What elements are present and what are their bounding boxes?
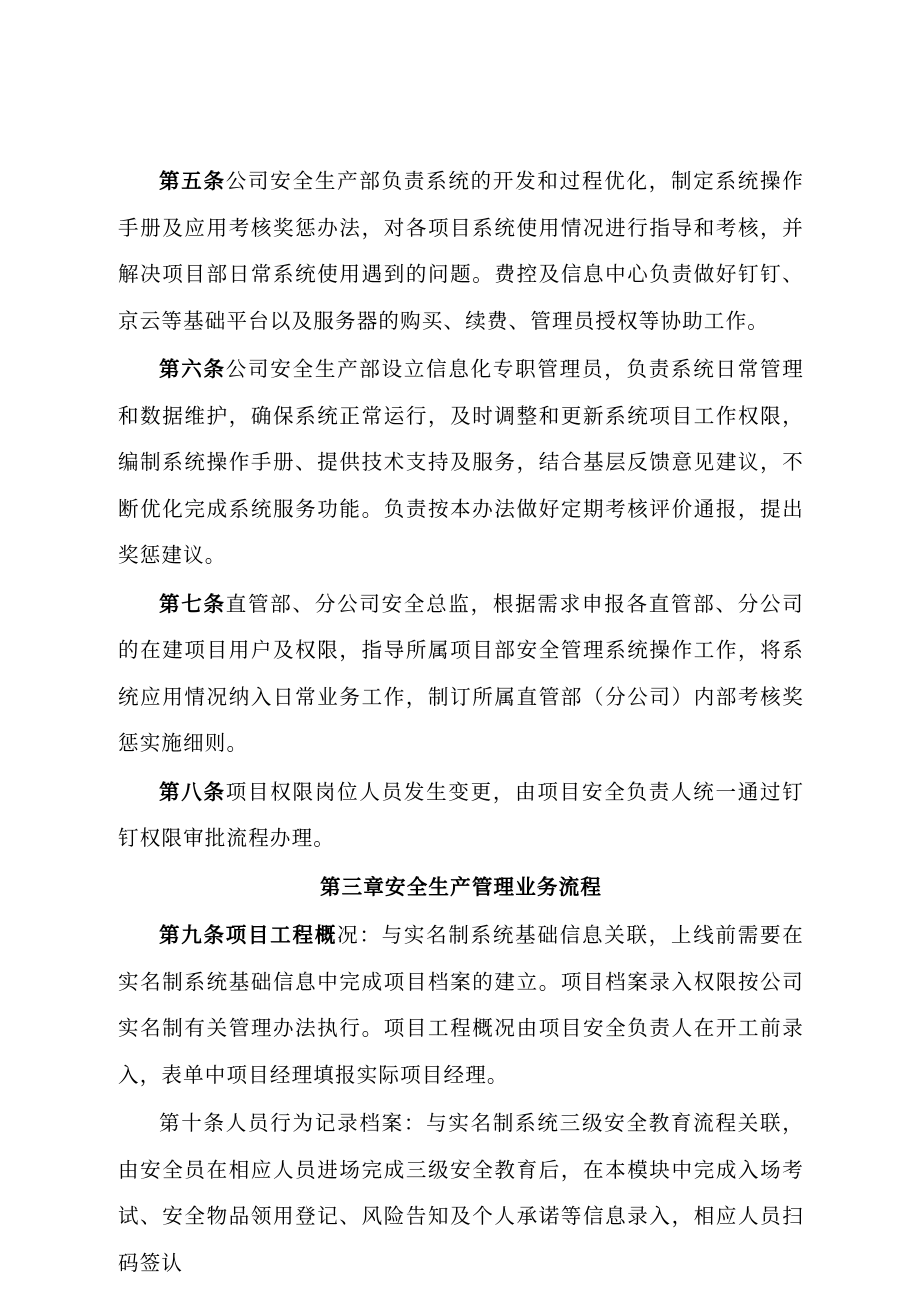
article-5-lead: 第五条 — [159, 169, 226, 193]
article-9-text: 况：与实名制系统基础信息关联，上线前需要在实名制系统基础信息中完成项目档案的建立。项目档案录入权限按公司实名制有关管理办法执行。项目工程概况由项目安全负责人在开工前录入，表单中项目经理填报实际项目经理。 — [118, 923, 804, 1087]
article-5-text: 公司安全生产部负责系统的开发和过程优化，制定系统操作手册及应用考核奖惩办法，对各项目系统使用情况进行指导和考核，并解决项目部日常系统使用遇到的问题。费控及信息中心负责做好钉钉、京云等基础平台以及服务器的购买、续费、管理员授权等协助工作。 — [118, 169, 804, 333]
article-8-lead: 第八条 — [159, 779, 226, 804]
article-7-text: 直管部、分公司安全总监，根据需求申报各直管部、分公司的在建项目用户及权限，指导所属项目部安全管理系统操作工作，将系统应用情况纳入日常业务工作，制订所属直管部（分公司）内部考核奖惩实施细则。 — [118, 591, 804, 755]
document-body — [118, 158, 804, 1288]
article-5 — [118, 158, 804, 344]
article-10 — [118, 1100, 804, 1286]
article-6-lead: 第六条 — [159, 357, 226, 381]
article-8 — [118, 769, 804, 862]
article-7-lead: 第七条 — [159, 591, 226, 616]
article-10-text: 第十条人员行为记录档案：与实名制系统三级安全教育流程关联，由安全员在相应人员进场完成三级安全教育后，在本模块中完成入场考试、安全物品领用登记、风险告知及个人承诺等信息录入，相应人员扫码签认 — [118, 1111, 804, 1275]
article-7 — [118, 581, 804, 767]
article-8-text: 项目权限岗位人员发生变更，由项目安全负责人统一通过钉钉权限审批流程办理。 — [118, 779, 804, 850]
article-6-text: 公司安全生产部设立信息化专职管理员，负责系统日常管理和数据维护，确保系统正常运行，及时调整和更新系统项目工作权限，编制系统操作手册、提供技术支持及服务，结合基层反馈意见建议，不断优化完成系统服务功能。负责按本办法做好定期考核评价通报，提出奖惩建议。 — [118, 357, 804, 567]
article-6 — [118, 346, 804, 579]
article-9 — [118, 912, 804, 1098]
chapter-title: 第三章安全生产管理业务流程 — [319, 874, 603, 899]
article-9-lead: 第九条项目工程概 — [159, 923, 338, 947]
